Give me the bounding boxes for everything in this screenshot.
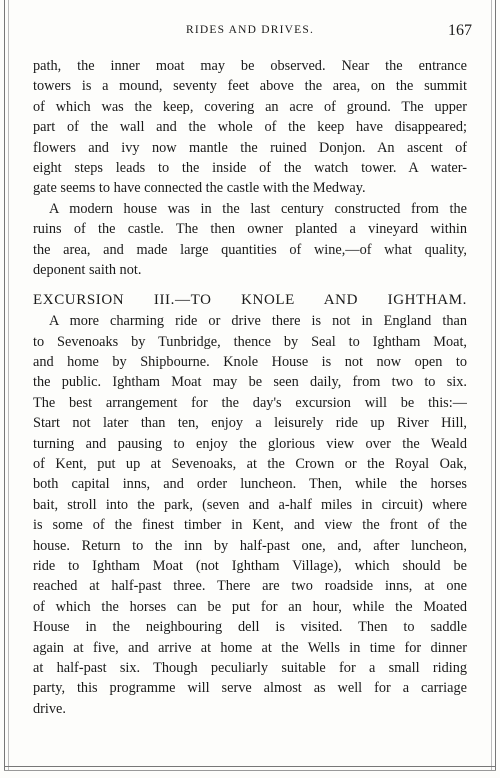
page-border-right <box>495 0 496 770</box>
body-text <box>33 56 467 719</box>
text-line: flowers and ivy now mantle the ruined Donjon. An ascent of <box>33 139 467 156</box>
text-line: house. Return to the inn by half-past one, and, after luncheon, <box>33 537 467 554</box>
text-line: Start not later than ten, enjoy a leisurely ride up River Hill, <box>33 415 467 432</box>
page-number: 167 <box>448 22 472 39</box>
text-line: party, this programme will serve almost as well for a carriage <box>33 680 467 697</box>
text-line: and home by Shipbourne. Knole House is not now open to <box>33 354 467 371</box>
text-line: is some of the finest timber in Kent, and view the front of the <box>33 517 467 534</box>
text-line: the public. Ightham Moat may be seen daily, from two to six. <box>33 374 467 391</box>
text-line: the area, and made large quantities of wine,—of what quality, <box>33 241 467 258</box>
text-line: reached at half-past three. There are two roadside inns, at one <box>33 578 467 595</box>
text-line: House in the neighbouring dell is visited. Then to saddle <box>33 619 467 636</box>
page-header <box>28 22 472 44</box>
text-line: ruins of the castle. The then owner planted a vineyard within <box>33 221 467 238</box>
text-line: drive. <box>33 700 66 717</box>
text-line: of which the horses can be put for an hour, while the Moated <box>33 598 467 615</box>
page-border-bottom <box>4 766 496 767</box>
running-head: RIDES AND DRIVES. <box>185 24 315 36</box>
page-border-bottom-outer <box>4 770 496 771</box>
text-line: again at five, and arrive at home at the Wells in time for dinner <box>33 639 467 656</box>
page-border-right-inner <box>491 0 492 770</box>
section-heading: EXCURSION III.—TO KNOLE AND IGHTHAM. <box>33 292 467 309</box>
text-line: to Sevenoaks by Tunbridge, thence by Seal to Ightham Moat, <box>33 333 467 350</box>
text-line: of which was the keep, covering an acre of ground. The upper <box>33 98 467 115</box>
text-line: eight steps leads to the inside of the watch tower. A water- <box>33 159 467 176</box>
text-line: of Kent, put up at Sevenoaks, at the Crown or the Royal Oak, <box>33 456 467 473</box>
text-line: part of the wall and the whole of the keep have disappeared; <box>33 119 467 136</box>
text-line: both capital inns, and order luncheon. Then, while the horses <box>33 476 467 493</box>
text-line: at half-past six. Though peculiarly suitable for a small riding <box>33 659 467 676</box>
text-line: bait, stroll into the park, (seven and a-half miles in circuit) where <box>33 496 467 513</box>
text-line: turning and pausing to enjoy the glorious view over the Weald <box>33 435 467 452</box>
page-border-left-inner <box>8 0 9 770</box>
text-line: A more charming ride or drive there is not in England than <box>49 313 467 330</box>
text-line: ride to Ightham Moat (not Ightham Village), which should be <box>33 557 467 574</box>
text-line: path, the inner moat may be observed. Near the entrance <box>33 58 467 74</box>
text-line: deponent saith not. <box>33 261 142 278</box>
text-line: towers is a mound, seventy feet above the area, on the summit <box>33 78 467 95</box>
text-line: The best arrangement for the day's excursion will be this:— <box>33 394 467 411</box>
text-line: gate seems to have connected the castle with the Medway. <box>33 180 366 197</box>
page-border-left <box>4 0 5 770</box>
text-line: A modern house was in the last century constructed from the <box>49 200 467 217</box>
